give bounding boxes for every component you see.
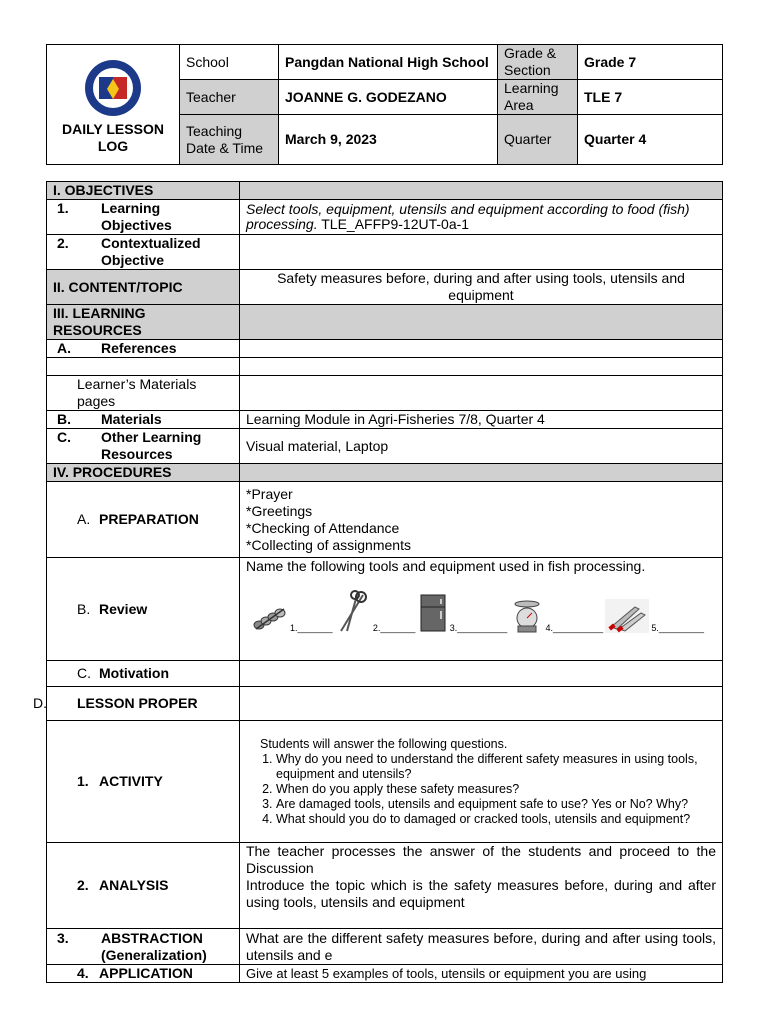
- analysis-value: [240, 843, 723, 929]
- knives-icon: [605, 599, 649, 633]
- quarter-label: Quarter: [498, 115, 578, 165]
- analysis-paragraph: The teacher processes the answer of the students and proceed to the Discussion: [246, 843, 716, 876]
- deped-seal-logo: [84, 59, 142, 117]
- materials-value: Learning Module in Agri-Fisheries 7/8, Quarter 4: [240, 411, 723, 429]
- preparation-item: *Prayer: [246, 485, 293, 502]
- objectives-heading: I. OBJECTIVES: [47, 182, 240, 200]
- contextualized-objective-value: [240, 235, 723, 270]
- grade-section-label: Grade & Section: [498, 45, 578, 80]
- review-blank: 1._______: [290, 623, 333, 633]
- review-blank: 3.__________: [449, 623, 508, 633]
- blank-row-label: [47, 358, 240, 376]
- analysis-paragraph: Introduce the topic which is the safety measures before, during and after using tools, utensils and equipment: [246, 877, 716, 910]
- learning-area-value: TLE 7: [578, 80, 723, 115]
- review-label: B. Review: [47, 558, 240, 661]
- activity-question: 3. Are damaged tools, utensils and equipment safe to use? Yes or No? Why?: [276, 797, 716, 812]
- lesson-proper-label: D. LESSON PROPER: [47, 687, 240, 721]
- activity-intro: Students will answer the following questions.: [260, 736, 508, 751]
- procedures-heading-blank: [240, 464, 723, 482]
- motivation-label: C. Motivation: [47, 661, 240, 687]
- learning-resources-heading: III. LEARNING RESOURCES: [47, 305, 240, 340]
- content-topic-heading: II. CONTENT/TOPIC: [47, 270, 240, 305]
- logo-cell: [47, 45, 180, 165]
- review-instruction: Name the following tools and equipment used in fish processing.: [246, 558, 646, 574]
- lesson-table: [33, 181, 723, 983]
- weighing-scale-icon: [510, 599, 544, 633]
- learning-objectives-label: 1. Learning Objectives: [47, 200, 240, 235]
- review-tool-item: [335, 589, 416, 633]
- activity-question: 1. Why do you need to understand the different safety measures in using tools, equipment and utensils?: [276, 752, 716, 782]
- scissors-icon: [335, 589, 371, 633]
- contextualized-objective-label: 2. Contextualized Objective: [47, 235, 240, 270]
- teaching-date-value: March 9, 2023: [279, 115, 498, 165]
- procedures-heading: IV. PROCEDURES: [47, 464, 240, 482]
- school-value: Pangdan National High School: [279, 45, 498, 80]
- activity-label: 1. ACTIVITY: [47, 721, 240, 843]
- review-blank: 5._________: [651, 623, 704, 633]
- learning-area-label: Learning Area: [498, 80, 578, 115]
- activity-question: 4. What should you do to damaged or cracked tools, utensils and equipment?: [276, 812, 716, 827]
- application-label: 4. APPLICATION: [47, 965, 240, 983]
- preparation-item: *Greetings: [246, 502, 313, 519]
- school-label: School: [180, 45, 279, 80]
- teacher-label: Teacher: [180, 80, 279, 115]
- refrigerator-icon: [418, 593, 448, 633]
- application-value: Give at least 5 examples of tools, utensils or equipment you are using: [240, 965, 723, 983]
- learning-objectives-value: Select tools, equipment, utensils and equipment according to food (fish) processing. TLE_AFFP9-12UT-0a-1: [240, 200, 723, 235]
- references-label: A. References: [47, 340, 240, 358]
- review-tool-item: [252, 603, 333, 633]
- review-tool-item: [418, 593, 508, 633]
- preparation-item: *Collecting of assignments: [246, 536, 411, 553]
- review-tool-item: [605, 599, 704, 633]
- lesson-proper-value: [240, 687, 723, 721]
- abstraction-value: What are the different safety measures before, during and after using tools, utensils and e: [240, 929, 723, 965]
- page-title: DAILY LESSON LOG: [62, 120, 164, 154]
- other-resources-label: C. Other Learning Resources: [47, 429, 240, 464]
- measuring-spoons-icon: [252, 603, 288, 633]
- review-tools-row: [246, 575, 716, 633]
- teaching-date-label: Teaching Date & Time: [180, 115, 279, 165]
- review-blank: 4.__________: [545, 623, 604, 633]
- preparation-item: *Checking of Attendance: [246, 519, 400, 536]
- learners-materials-value: [240, 376, 723, 411]
- other-resources-value: Visual material, Laptop: [240, 429, 723, 464]
- learning-resources-heading-blank: [240, 305, 723, 340]
- activity-questions: [246, 752, 716, 827]
- blank-row-value: [240, 358, 723, 376]
- preparation-label: A. PREPARATION: [47, 482, 240, 558]
- grade-section-value: Grade 7: [578, 45, 723, 80]
- review-tool-item: [510, 599, 604, 633]
- analysis-label: 2. ANALYSIS: [47, 843, 240, 929]
- activity-value: [240, 721, 723, 843]
- references-value: [240, 340, 723, 358]
- learners-materials-label: Learner’s Materials pages: [47, 376, 240, 411]
- quarter-value: Quarter 4: [578, 115, 723, 165]
- preparation-value: [240, 482, 723, 558]
- motivation-value: [240, 661, 723, 687]
- content-topic-value: Safety measures before, during and after using tools, utensils and equipment: [240, 270, 723, 305]
- objectives-heading-blank: [240, 182, 723, 200]
- review-blank: 2._______: [372, 623, 416, 633]
- materials-label: B. Materials: [47, 411, 240, 429]
- abstraction-label: 3. ABSTRACTION (Generalization): [47, 929, 240, 965]
- teacher-value: JOANNE G. GODEZANO: [279, 80, 498, 115]
- activity-question: 2. When do you apply these safety measures?: [276, 782, 716, 797]
- header-table: [46, 44, 723, 165]
- review-value: [240, 558, 723, 661]
